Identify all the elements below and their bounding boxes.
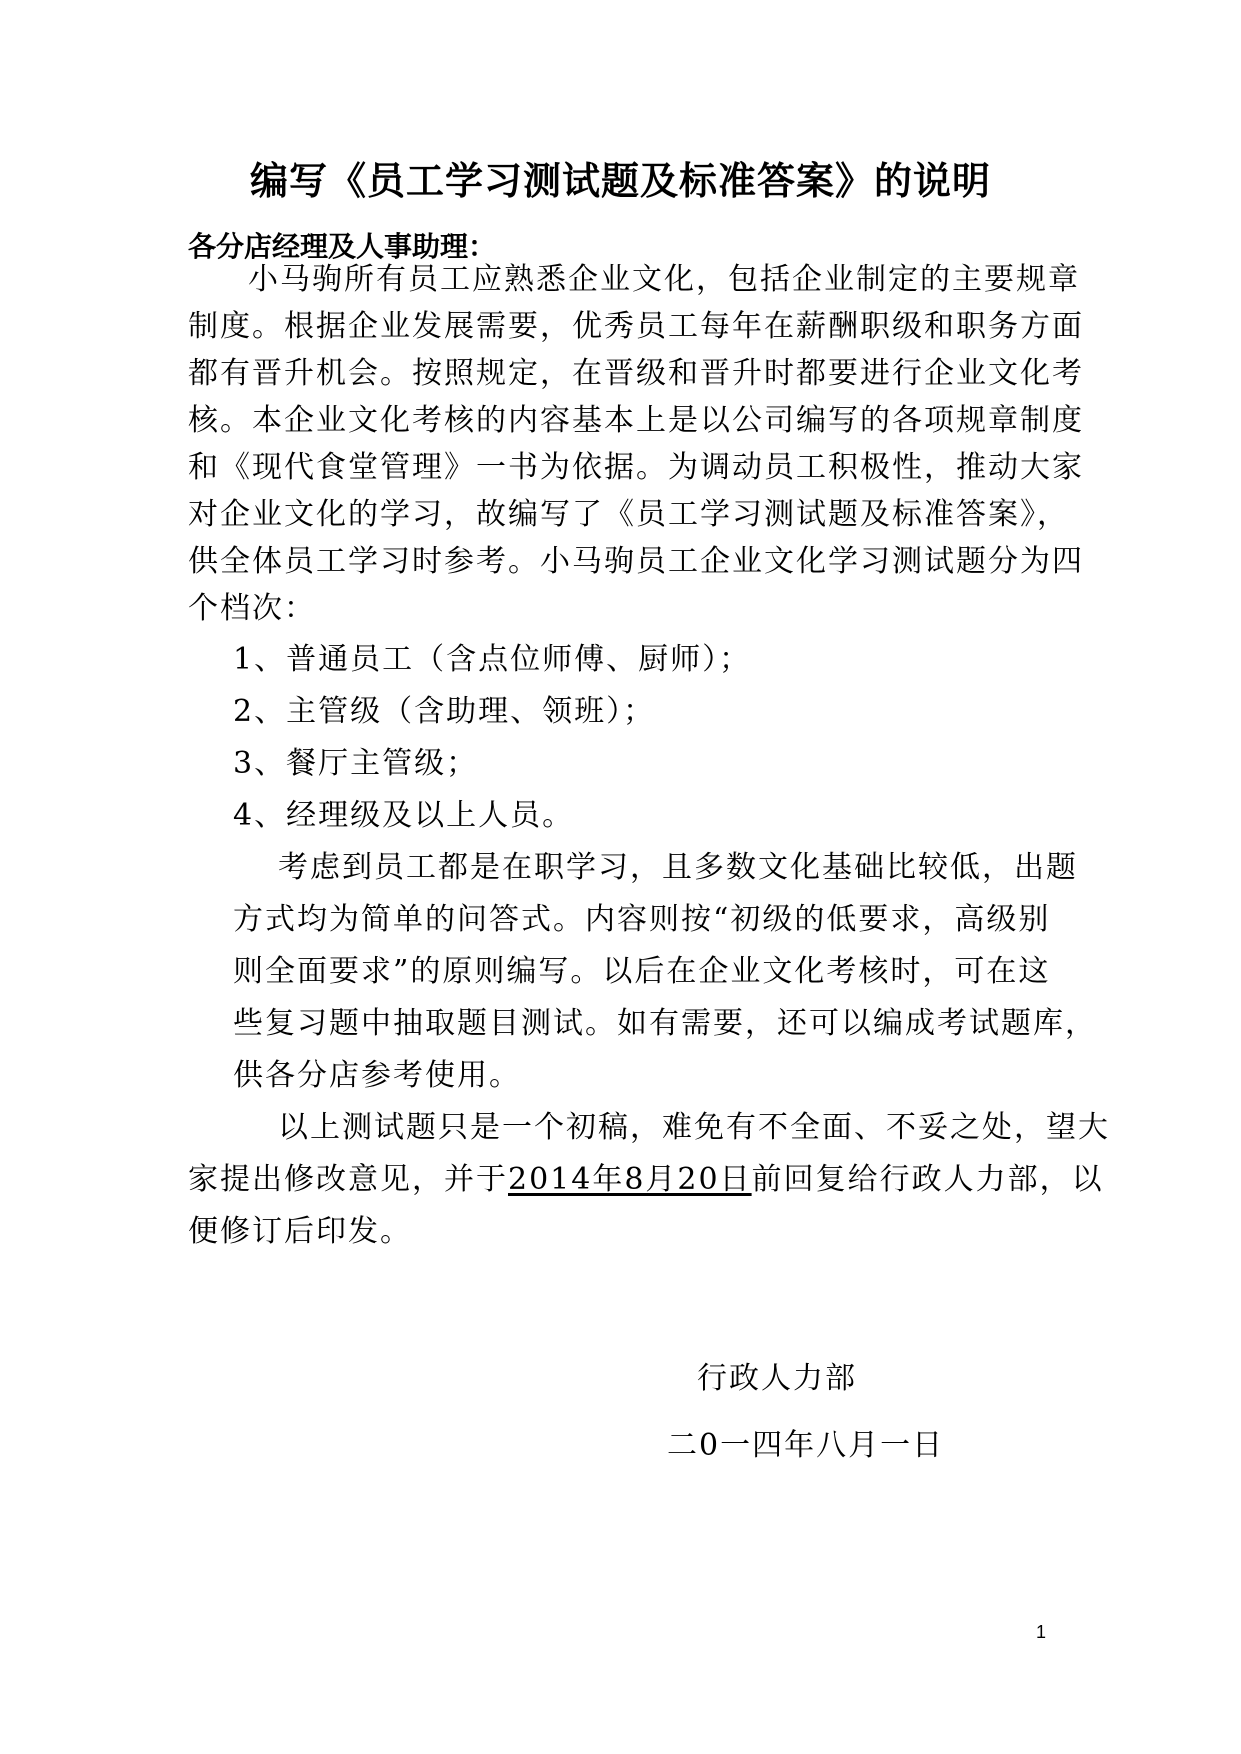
text-line: 对企业文化的学习，故编写了《员工学习测试题及标准答案》， xyxy=(188,497,1069,532)
list-item: 4、经理级及以上人员。 xyxy=(233,798,575,833)
text-line: 便修订后印发。 xyxy=(188,1214,412,1249)
text-segment: 家提出修改意见，并于 xyxy=(188,1162,508,1197)
salutation: 各分店经理及人事助理： xyxy=(188,230,497,263)
signature-date: 二0一四年八月一日 xyxy=(667,1428,945,1463)
text-line: 供各分店参考使用。 xyxy=(233,1058,521,1093)
text-line: 核。本企业文化考核的内容基本上是以公司编写的各项规章制度 xyxy=(188,403,1084,438)
text-line: 考虑到员工都是在职学习，且多数文化基础比较低，出题 xyxy=(278,850,1078,885)
text-segment: 前回复给行政人力部，以 xyxy=(751,1162,1104,1197)
list-item: 2、主管级（含助理、领班）； xyxy=(233,694,656,729)
list-item: 1、普通员工（含点位师傅、厨师）； xyxy=(233,642,752,677)
text-line: 小马驹所有员工应熟悉企业文化，包括企业制定的主要规章 xyxy=(248,262,1080,297)
deadline-date: 2014年8月20日 xyxy=(508,1162,752,1197)
text-line: 方式均为简单的问答式。内容则按“初级的低要求，高级别 xyxy=(233,902,1051,937)
text-line xyxy=(188,1162,1104,1198)
text-line: 些复习题中抽取题目测试。如有需要，还可以编成考试题库， xyxy=(233,1006,1097,1041)
text-line: 则全面要求”的原则编写。以后在企业文化考核时，可在这 xyxy=(233,954,1051,989)
list-item: 3、餐厅主管级； xyxy=(233,746,479,781)
text-line: 以上测试题只是一个初稿，难免有不全面、不妥之处，望大 xyxy=(278,1110,1110,1145)
document-title: 编写《员工学习测试题及标准答案》的说明 xyxy=(249,159,991,203)
text-line: 都有晋升机会。按照规定，在晋级和晋升时都要进行企业文化考 xyxy=(188,356,1084,391)
text-line: 制度。根据企业发展需要，优秀员工每年在薪酬职级和职务方面 xyxy=(188,309,1084,344)
signature-department: 行政人力部 xyxy=(697,1361,857,1396)
page-number: 1 xyxy=(1036,1622,1047,1642)
text-line: 个档次： xyxy=(188,591,316,626)
text-line: 和《现代食堂管理》一书为依据。为调动员工积极性，推动大家 xyxy=(188,450,1084,485)
text-line: 供全体员工学习时参考。小马驹员工企业文化学习测试题分为四 xyxy=(188,544,1084,579)
